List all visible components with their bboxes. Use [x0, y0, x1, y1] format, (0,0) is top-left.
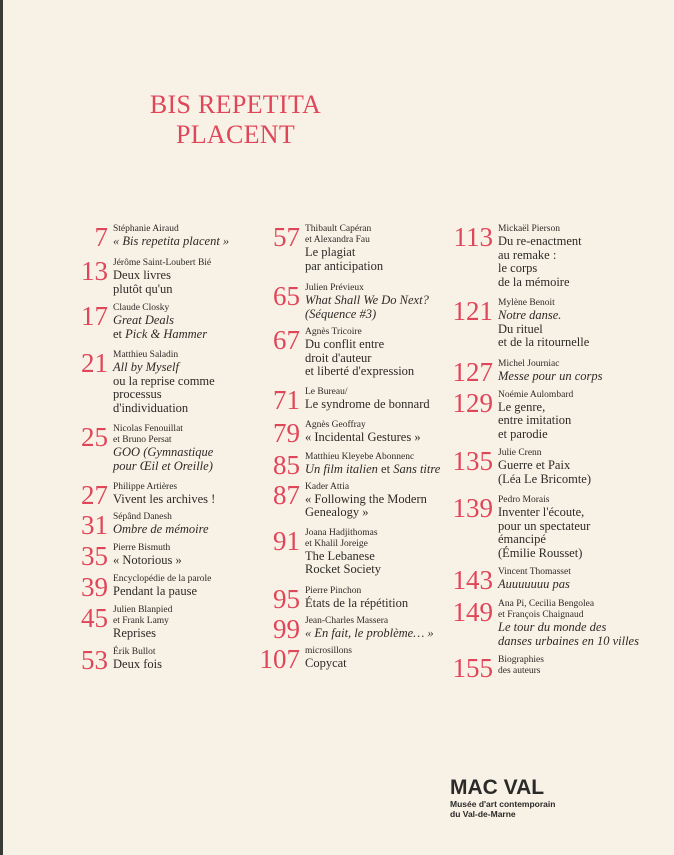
entry-body [305, 283, 429, 321]
work-title: All by Myself [113, 360, 179, 374]
toc-entry [70, 572, 260, 602]
entry-body [113, 543, 182, 568]
author-name: Joana Hadjithomas [305, 527, 378, 538]
work-title: (Émilie Rousset) [498, 545, 583, 560]
toc-entry [248, 449, 448, 480]
work-title: pour un spectateur [498, 518, 591, 533]
toc-entry [70, 605, 260, 641]
work-title: danses urbaines en 10 villes [498, 633, 639, 648]
work-title: le corps [498, 261, 538, 275]
author-name: des auteurs [498, 666, 541, 676]
work-title: Auuuuuuu pas [498, 577, 570, 591]
work-title: Genealogy » [305, 505, 369, 519]
author-name: Stéphanie Airaud [113, 224, 179, 234]
page-number: 149 [452, 597, 493, 627]
toc-column-2 [248, 224, 448, 677]
work-title: Le tour du monde des [498, 620, 607, 634]
entry-body [113, 303, 207, 341]
page-number: 35 [81, 541, 108, 571]
work-title: États de la répétition [305, 595, 409, 610]
work-title: The Lebanese [305, 548, 375, 563]
entry-body [305, 224, 383, 273]
work-title [113, 328, 207, 342]
toc-entry [440, 387, 670, 442]
entry-body [305, 327, 414, 379]
entry-body [113, 574, 211, 599]
toc-entry [248, 479, 448, 520]
page-number: 13 [81, 256, 108, 286]
work-title: droit d'auteur [305, 350, 372, 365]
toc-entry [70, 222, 260, 252]
entry-body [498, 448, 591, 486]
toc-entry [248, 384, 448, 415]
work-title: Messe pour un corps [498, 368, 603, 383]
work-title: et liberté d'expression [305, 364, 415, 378]
toc-entry [70, 350, 260, 415]
work-title: au remake : [498, 247, 557, 262]
toc-entry [440, 495, 670, 560]
work-title: Inventer l'écoute, [498, 505, 585, 519]
entry-body [305, 420, 421, 445]
author-name: Biographies [498, 655, 544, 665]
author-name: Vincent Thomasset [498, 567, 571, 577]
page-edge [0, 0, 3, 855]
author-name: et Bruno Persat [113, 435, 172, 445]
entry-body [498, 224, 582, 289]
work-title: Rocket Society [305, 562, 382, 576]
entry-body [113, 512, 209, 537]
toc-entry [70, 480, 260, 510]
toc-entry [440, 599, 670, 648]
page-number: 65 [273, 281, 300, 311]
work-title: « En fait, le problème… » [305, 625, 434, 640]
author-name: Claude Closky [113, 303, 170, 313]
page-number: 71 [273, 384, 300, 415]
author-name: Mickaël Pierson [498, 224, 561, 234]
author-name: Encyclopédie de la parole [113, 574, 212, 584]
page-number: 79 [273, 417, 300, 448]
entry-body [498, 655, 544, 677]
author-name: Julie Crenn [498, 448, 542, 458]
work-title: « Incidental Gestures » [305, 429, 421, 444]
work-title: de la mémoire [498, 274, 570, 289]
toc-entry [248, 224, 448, 273]
logo-line-2: du Val-de-Marne [450, 809, 516, 819]
author-name: Ana Pi, Cecilia Bengolea [498, 599, 595, 609]
page-number: 17 [81, 301, 108, 331]
toc-entry [440, 224, 670, 289]
author-name: Thibault Capéran [305, 224, 372, 234]
work-title: plutôt qu'un [113, 281, 173, 296]
toc-entry [248, 613, 448, 644]
entry-body [113, 258, 211, 296]
work-title: Deux fois [113, 656, 162, 671]
toc-entry [440, 448, 670, 486]
work-title: Du re-enactment [498, 234, 582, 248]
entry-body [113, 224, 229, 249]
work-title: par anticipation [305, 258, 384, 273]
work-title: (Léa Le Bricomte) [498, 471, 592, 486]
entry-body [498, 359, 603, 384]
work-title: Le syndrome de bonnard [305, 396, 430, 411]
page-number: 95 [273, 583, 300, 614]
author-name: Julien Prévieux [305, 283, 364, 293]
entry-body [305, 646, 352, 671]
author-name: Le Bureau/ [305, 386, 348, 397]
author-name: et François Chaignaud [498, 610, 584, 620]
toc-entry [70, 541, 260, 571]
title-line-1: BIS REPETITA [149, 90, 322, 119]
toc-entry [70, 424, 260, 473]
page-number: 143 [452, 565, 493, 595]
entry-body [498, 495, 590, 560]
work-title: Great Deals [113, 313, 174, 327]
logo-line-1: Musée d'art contemporain [450, 799, 556, 809]
work-title: Notre danse. [498, 308, 562, 322]
page-number: 7 [94, 222, 108, 252]
title-line-2: PLACENT [175, 120, 296, 149]
work-title: d'individuation [113, 400, 189, 415]
toc-entry [70, 258, 260, 296]
author-name: et Alexandra Fau [305, 235, 370, 245]
entry-body [305, 482, 427, 520]
entry-body [113, 482, 215, 507]
author-name: microsillons [305, 645, 352, 656]
author-name: Noémie Aulombard [498, 389, 574, 400]
author-name: Nicolas Fenouillat [113, 424, 183, 434]
work-title-part: Sans titre [393, 461, 441, 476]
work-title: Reprises [113, 626, 157, 640]
author-name: Érik Bullot [113, 646, 156, 657]
page-number: 27 [81, 480, 108, 510]
work-title: ou la reprise comme [113, 373, 215, 388]
author-name: Julien Blanpied [113, 605, 173, 615]
work-title: Du rituel [498, 321, 543, 336]
entry-body [113, 605, 172, 641]
page-number: 113 [453, 222, 493, 252]
author-name: Pierre Bismuth [113, 543, 171, 553]
work-title: Guerre et Paix [498, 458, 571, 472]
work-title: Le genre, [498, 399, 546, 414]
entry-body [305, 452, 440, 477]
author-name: Pedro Morais [498, 495, 550, 505]
toc-entry [70, 510, 260, 540]
toc-entry [248, 327, 448, 379]
toc-entry [248, 525, 448, 577]
toc-entry [248, 643, 448, 674]
toc-entry [440, 298, 670, 350]
page-number: 107 [259, 643, 300, 674]
entry-body [498, 599, 639, 648]
entry-body [498, 298, 589, 350]
page-number: 67 [273, 325, 300, 355]
author-name: Agnès Geoffray [305, 419, 366, 430]
work-title: (Séquence #3) [305, 306, 377, 321]
work-title: GOO (Gymnastique [113, 445, 214, 459]
entry-body [498, 567, 571, 592]
author-name: Mylène Benoit [498, 298, 555, 308]
toc-entry [440, 653, 670, 683]
entry-body [113, 350, 215, 415]
work-title-part: Pick & Hammer [125, 326, 208, 341]
work-title: « Following the Modern [305, 491, 427, 506]
page-title [148, 90, 323, 150]
work-title: « Notorious » [113, 553, 182, 567]
page-number: 87 [273, 479, 300, 510]
entry-body [498, 390, 573, 442]
page-number: 135 [452, 446, 493, 476]
author-name: Matthieu Saladin [113, 350, 179, 360]
entry-body [113, 647, 162, 672]
work-title: Du conflit entre [305, 337, 385, 351]
work-title: Copycat [305, 655, 347, 670]
author-name: Matthieu Kleyebe Abonnenc [305, 451, 415, 462]
author-name: Pierre Pinchon [305, 585, 362, 596]
page-number: 45 [81, 603, 108, 633]
page-number: 39 [81, 572, 108, 602]
work-title: émancipé [498, 532, 546, 546]
entry-body [305, 387, 430, 412]
entry-body [305, 528, 381, 577]
toc-entry [248, 583, 448, 614]
author-name: Agnès Tricoire [305, 327, 362, 337]
work-title-part: Un film italien [305, 461, 378, 476]
author-name: Philippe Artières [113, 482, 178, 492]
author-name: et Frank Lamy [113, 616, 169, 626]
toc-entry [248, 417, 448, 448]
page-number: 31 [81, 510, 108, 540]
page-number: 91 [273, 525, 300, 556]
work-title: processus [113, 387, 162, 401]
page-number: 53 [81, 644, 108, 675]
work-title-part: et [377, 461, 394, 476]
work-title: Ombre de mémoire [113, 522, 209, 536]
entry-body [305, 616, 434, 641]
author-name: Jean-Charles Massera [305, 615, 389, 626]
work-title: « Bis repetita placent » [113, 234, 230, 248]
toc-entry [440, 356, 670, 387]
page-number: 127 [452, 356, 493, 387]
author-name: Kader Attia [305, 481, 350, 492]
page-number: 155 [452, 653, 493, 683]
page-number: 85 [273, 449, 300, 480]
toc-column-3 [440, 224, 670, 686]
author-name: Sépând Danesh [113, 512, 172, 522]
work-title: et de la ritournelle [498, 335, 590, 349]
page-number: 21 [81, 348, 108, 378]
toc-entry [248, 283, 448, 321]
page-number: 57 [273, 222, 300, 252]
work-title: pour Œil et Oreille) [113, 458, 213, 473]
page-number: 139 [452, 493, 493, 523]
author-name: Michel Journiac [498, 358, 560, 369]
logo-name: MAC VAL [450, 776, 545, 799]
page-number: 99 [273, 613, 300, 644]
work-title: What Shall We Do Next? [305, 293, 429, 307]
page-number: 121 [452, 296, 493, 326]
work-title [305, 463, 440, 477]
toc-column-1 [70, 224, 260, 678]
page-number: 129 [452, 387, 493, 418]
toc-entry [440, 565, 670, 595]
work-title-part: et [113, 326, 126, 341]
work-title: Vivent les archives ! [113, 492, 216, 506]
work-title: et parodie [498, 426, 548, 441]
work-title: Pendant la pause [113, 584, 198, 598]
entry-body [305, 586, 408, 611]
page-number: 25 [81, 422, 108, 452]
author-name: Jérôme Saint-Loubert Bié [113, 258, 212, 268]
mac-val-logo [450, 777, 555, 819]
work-title: entre imitation [498, 413, 572, 427]
work-title: Deux livres [113, 268, 171, 282]
work-title: Le plagiat [305, 245, 356, 259]
toc-entry [70, 303, 260, 341]
entry-body [113, 424, 213, 473]
toc-entry [70, 644, 260, 675]
author-name: et Khalil Joreige [305, 538, 368, 549]
